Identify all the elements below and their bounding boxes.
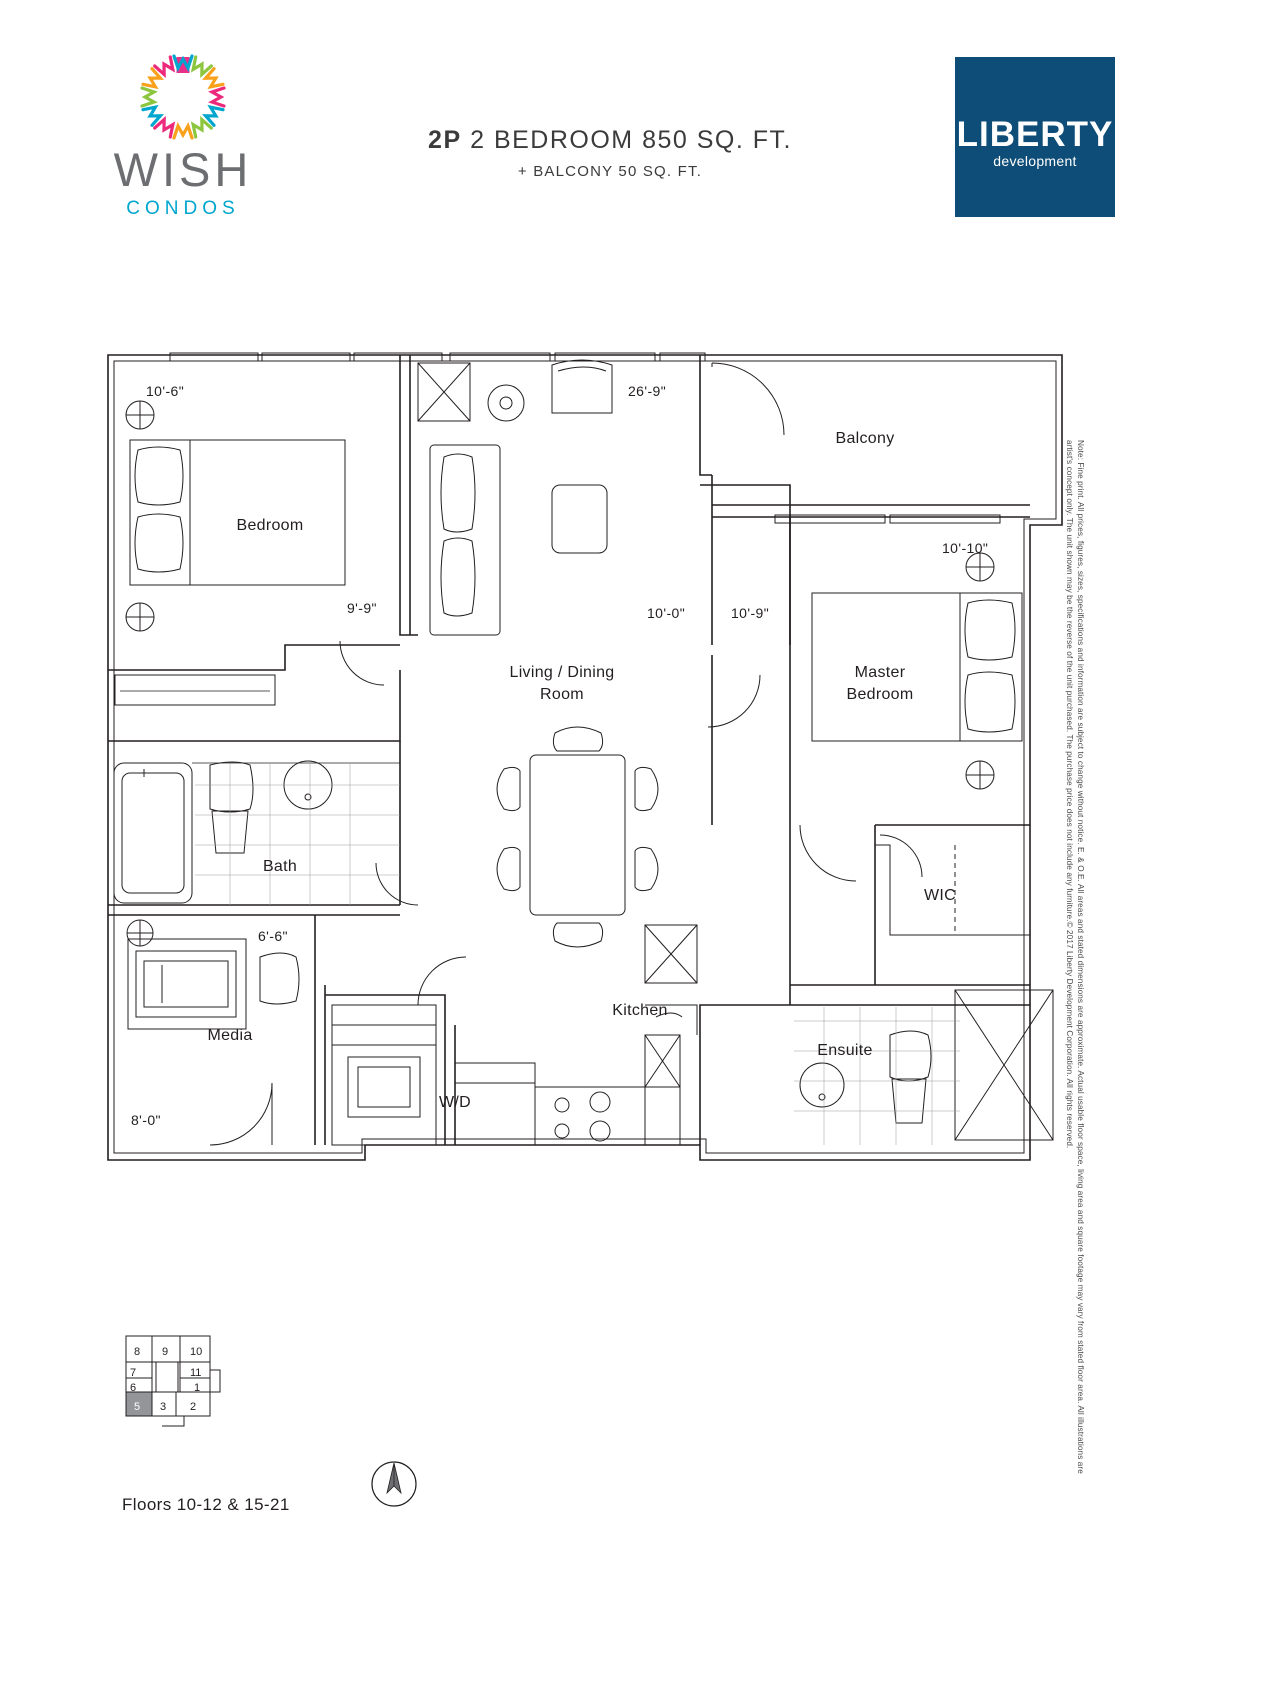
svg-text:6: 6 xyxy=(130,1382,137,1394)
floor-plan xyxy=(100,345,1080,1195)
svg-text:7: 7 xyxy=(130,1367,137,1379)
dimension-living-width: 26'-9" xyxy=(628,383,667,399)
room-label-ensuite: Ensuite xyxy=(817,1042,873,1059)
logo-subtitle: CONDOS xyxy=(126,198,240,219)
developer-tagline: development xyxy=(993,153,1077,169)
logo-wordmark: WISH xyxy=(113,143,253,196)
room-label-wic: WIC xyxy=(923,887,956,904)
page-title xyxy=(330,126,890,180)
svg-text:3: 3 xyxy=(160,1401,167,1413)
room-label-bedroom: Bedroom xyxy=(236,517,304,534)
floors-label: Floors 10-12 & 15-21 xyxy=(122,1495,290,1514)
dimension-media-width: 8'-0" xyxy=(131,1112,161,1128)
svg-text:8: 8 xyxy=(134,1346,141,1358)
room-label-washer-dryer: W/D xyxy=(438,1094,471,1111)
developer-name: LIBERTY xyxy=(956,115,1114,154)
dimension-master-width: 10'-10" xyxy=(942,540,989,556)
north-arrow-icon xyxy=(365,1455,423,1513)
room-label-living-dining xyxy=(472,662,652,706)
svg-text:9: 9 xyxy=(162,1346,169,1358)
dimension-master-entry: 10'-9" xyxy=(731,605,770,621)
dimension-living-depth: 10'-0" xyxy=(647,605,686,621)
wish-condos-logo xyxy=(88,52,278,220)
room-label-bath: Bath xyxy=(262,858,298,875)
svg-text:11: 11 xyxy=(190,1367,202,1379)
svg-text:10: 10 xyxy=(190,1346,203,1358)
master-line-1: Master xyxy=(854,664,906,681)
dimension-bedroom-depth: 9'-9" xyxy=(347,600,377,616)
master-line-2: Bedroom xyxy=(846,686,914,703)
key-plan xyxy=(118,1330,238,1430)
unit-code: 2P xyxy=(428,126,462,154)
sunburst-icon xyxy=(128,52,238,142)
room-label-kitchen: Kitchen xyxy=(612,1002,668,1019)
svg-text:5: 5 xyxy=(134,1401,141,1413)
liberty-development-logo xyxy=(955,57,1115,217)
svg-text:1: 1 xyxy=(194,1382,201,1394)
dimension-bedroom-width: 10'-6" xyxy=(146,383,185,399)
room-label-media: Media xyxy=(207,1027,253,1044)
dimension-bath-width: 6'-6" xyxy=(258,928,288,944)
living-line-2: Room xyxy=(540,686,584,703)
room-label-master-bedroom xyxy=(810,662,950,706)
unit-type: 2 BEDROOM 850 SQ. FT. xyxy=(470,126,792,154)
svg-text:2: 2 xyxy=(190,1401,197,1413)
room-label-balcony: Balcony xyxy=(835,430,895,447)
balcony-area: + BALCONY 50 SQ. FT. xyxy=(517,163,703,180)
living-line-1: Living / Dining xyxy=(509,664,615,681)
legal-disclaimer: Note: Fine print. All prices, figures, sizes, specifications and information are subject to change without notice. E. & O.E. All areas and stated dimensions are approximate. Actual usable floor space, living area and square footage may vary from stated floor area. All illustrations are artist's concept only. The unit shown may be the reverse of the unit purchased. The purchase price does not include any furniture.© 2017 Liberty Development Corporation. All rights reserved. xyxy=(1065,440,1085,1474)
